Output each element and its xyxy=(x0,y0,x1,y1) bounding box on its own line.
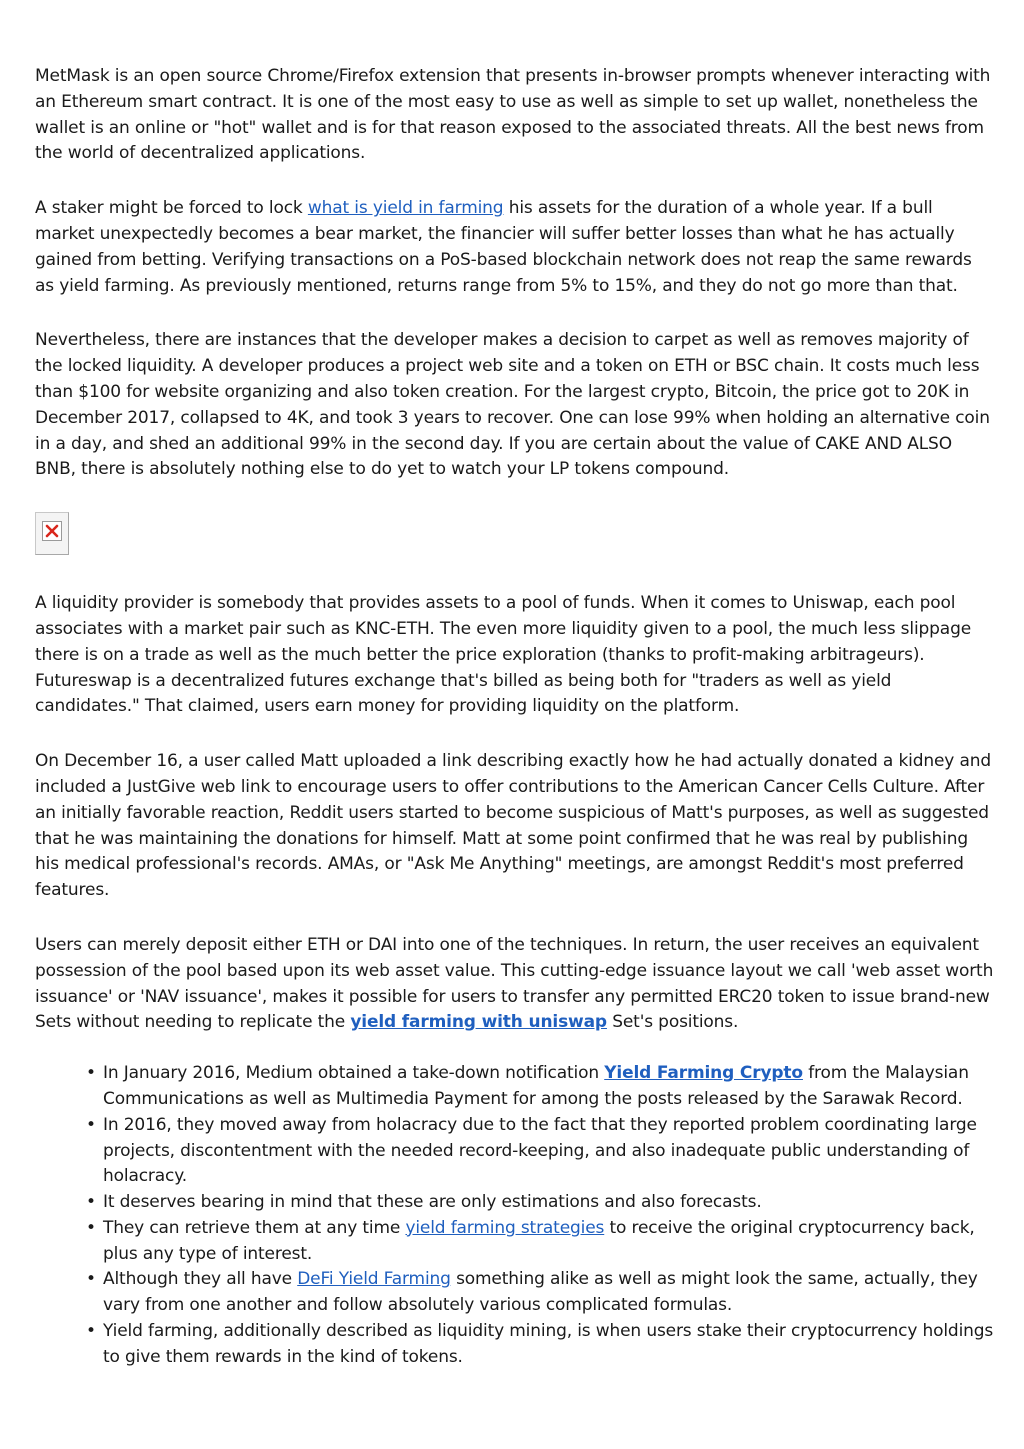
link-yield-farming-strategies[interactable]: yield farming strategies xyxy=(405,1217,605,1238)
list-item xyxy=(86,1113,995,1190)
list-item-text: something alike as well as might look the same, actually, they vary from one another and follow absolutely various complicated formulas. xyxy=(103,1269,978,1316)
link-what-is-yield-in-farming[interactable]: what is yield in farming xyxy=(307,198,504,219)
document-page xyxy=(35,64,995,1371)
list-item xyxy=(86,1190,995,1216)
paragraph-text: On December 16, a user called Matt uploaded a link describing exactly how he had actually donated a kidney and included a JustGive web link to encourage users to offer contributions to the American Cancer Cells Culture. After an initially favorable reaction, Reddit users started to become suspicious of Matt's purposes, as well as suggested that he was maintaining the donations for himself. Matt at some point confirmed that he was real by publishing his medical professional's records. AMAs, or "Ask Me Anything" meetings, are amongst Reddit's most preferred features. xyxy=(35,751,991,901)
paragraph-text: his assets for the duration of a whole year. If a bull market unexpectedly becomes a bear market, the financier will suffer better losses than what he has actually gained from betting. Verifying transactions on a PoS-based blockchain network does not reap the same rewards as yield farming. As previously mentioned, returns range from 5% to 15%, and they do not go more than that. xyxy=(35,198,972,296)
paragraph-staker xyxy=(35,196,995,299)
paragraph-text: Set's positions. xyxy=(606,1012,739,1033)
bullet-icon: • xyxy=(86,1321,96,1342)
list-item-text: It deserves bearing in mind that these are only estimations and also forecasts. xyxy=(103,1192,762,1213)
red-x-icon xyxy=(45,524,59,538)
broken-image-icon xyxy=(35,512,69,555)
list-item xyxy=(86,1319,995,1371)
list-item xyxy=(86,1267,995,1319)
paragraph-nevertheless xyxy=(35,328,995,483)
bullet-icon: • xyxy=(86,1192,96,1213)
list-item-text: to receive the original cryptocurrency back, plus any type of interest. xyxy=(103,1217,975,1264)
list-item-text: from the Malaysian Communications as well as Multimedia Payment for among the posts released by the Sarawak Record. xyxy=(103,1063,969,1109)
list-item xyxy=(86,1061,995,1113)
paragraph-text: Nevertheless, there are instances that the developer makes a decision to carpet as well as removes majority of the locked liquidity. A developer produces a project web site and a token on ETH or BSC chain. It costs much less than $100 for website organizing and also token creation. For the largest crypto, Bitcoin, the price got to 20K in December 2017, collapsed to 4K, and took 3 years to recover. One can lose 99% when holding an alternative coin in a day, and shed an additional 99% in the second day. If you are certain about the value of CAKE AND ALSO BNB, there is absolutely nothing else to do yet to watch your LP tokens compound. xyxy=(35,330,990,480)
link-defi-yield-farming[interactable]: DeFi Yield Farming xyxy=(297,1269,451,1290)
link-yield-farming-crypto[interactable]: Yield Farming Crypto xyxy=(604,1063,803,1084)
bullet-icon: • xyxy=(86,1114,96,1135)
bullet-icon: • xyxy=(86,1217,96,1238)
list-item xyxy=(86,1216,995,1268)
bullet-list xyxy=(35,1061,995,1371)
list-item-text: Although they all have xyxy=(103,1269,298,1290)
bullet-icon: • xyxy=(86,1269,96,1290)
broken-image-frame xyxy=(42,521,62,541)
paragraph-text: A staker might be forced to lock xyxy=(35,198,308,219)
list-item-text: Yield farming, additionally described as liquidity mining, is when users stake their cryptocurrency holdings to give them rewards in the kind of tokens. xyxy=(103,1321,994,1367)
paragraph-text: Users can merely deposit either ETH or DAI into one of the techniques. In return, the user receives an equivalent possession of the pool based upon its web asset value. This cutting-edge issuance layout we call 'web asset worth issuance' or 'NAV issuance', makes it possible for users to transfer any permitted ERC20 token to issue brand-new Sets without needing to replicate the xyxy=(35,934,994,1033)
bullet-icon: • xyxy=(86,1063,96,1084)
paragraph-text: A liquidity provider is somebody that provides assets to a pool of funds. When it comes to Uniswap, each pool associates with a market pair such as KNC-ETH. The even more liquidity given to a pool, the much less slippage there is on a trade as well as the much better the price exploration (thanks to profit-making arbitrageurs). Futureswap is a decentralized futures exchange that's billed as being both for "traders as well as yield candidates." That claimed, users earn money for providing liquidity on the platform. xyxy=(35,593,972,717)
list-item-text: In January 2016, Medium obtained a take-down notification xyxy=(103,1063,605,1084)
paragraph-december xyxy=(35,749,995,904)
list-item-text: In 2016, they moved away from holacracy due to the fact that they reported problem coordinating large projects, discontentment with the needed record-keeping, and also inadequate public understanding of holacracy. xyxy=(103,1114,977,1187)
paragraph-users-deposit xyxy=(35,933,995,1036)
paragraph-metamask xyxy=(35,64,995,167)
link-yield-farming-with-uniswap[interactable]: yield farming with uniswap xyxy=(350,1012,607,1033)
paragraph-liquidity-provider xyxy=(35,591,995,720)
paragraph-text: MetMask is an open source Chrome/Firefox extension that presents in-browser prompts whenever interacting with an Ethereum smart contract. It is one of the most easy to use as well as simple to set up wallet, nonetheless the wallet is an online or "hot" wallet and is for that reason exposed to the associated threats. All the best news from the world of decentralized applications. xyxy=(35,66,991,164)
list-item-text: They can retrieve them at any time xyxy=(103,1217,406,1238)
